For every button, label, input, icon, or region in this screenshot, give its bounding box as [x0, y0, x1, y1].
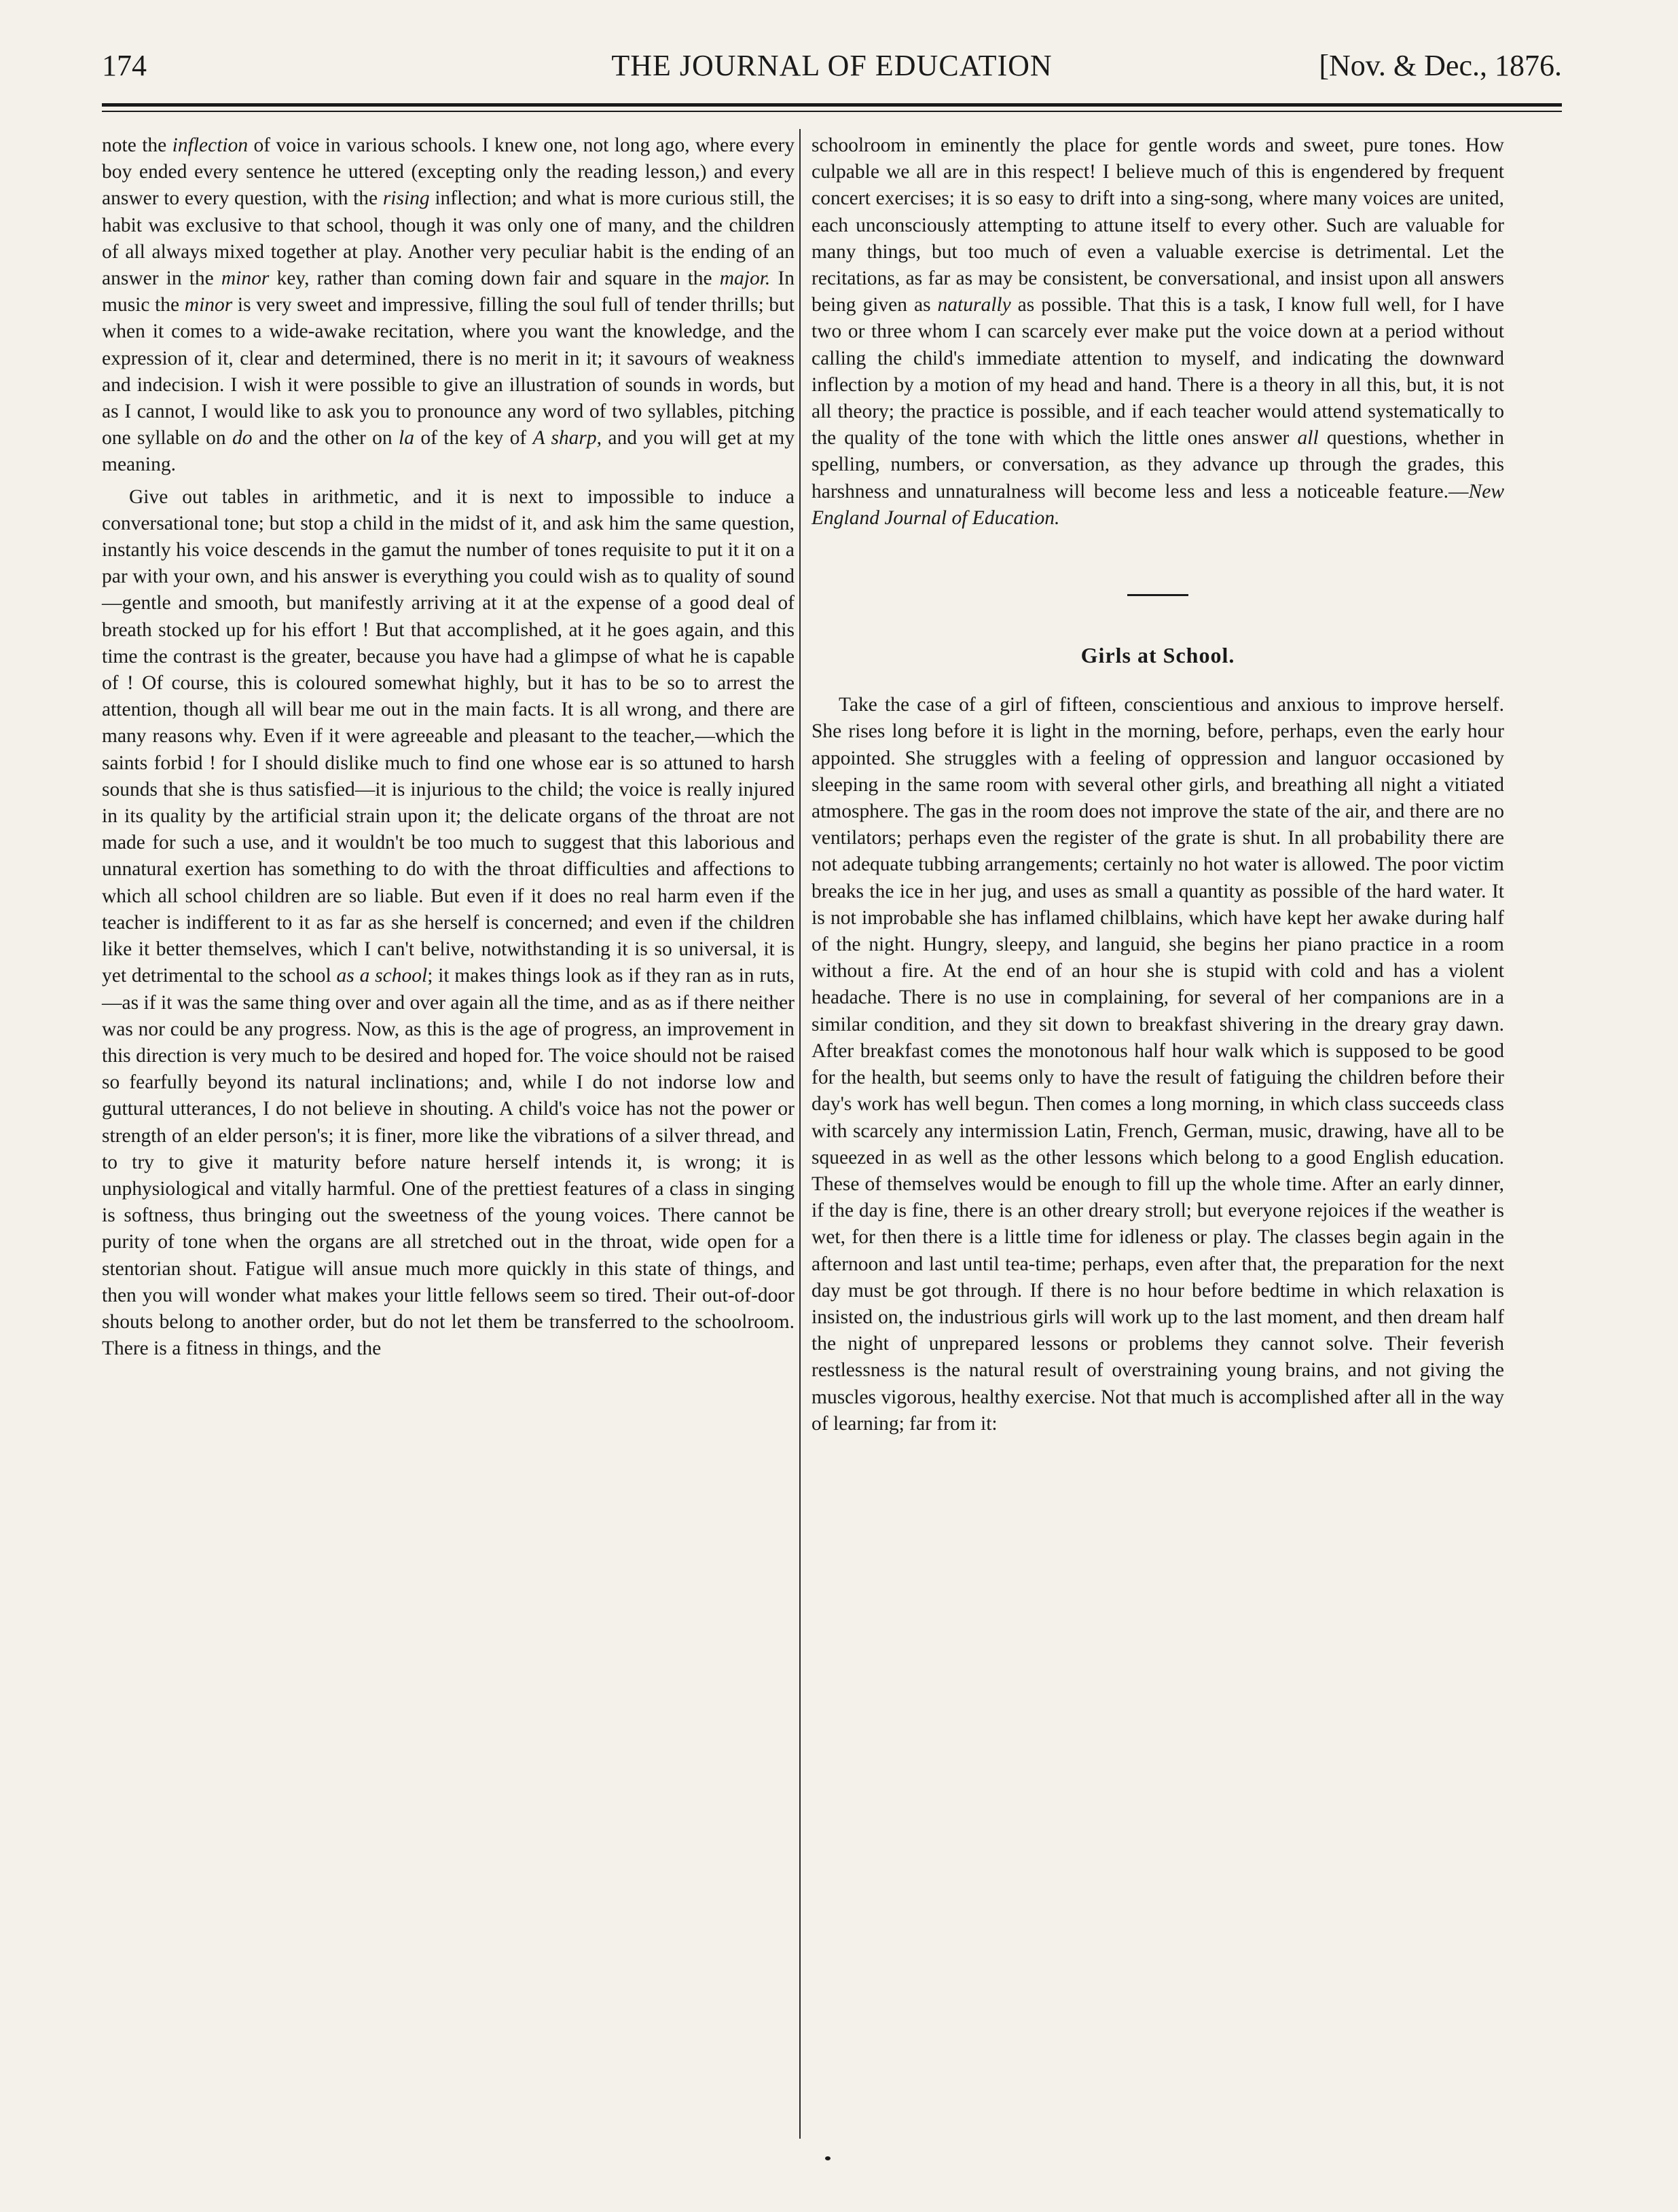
header-rule-thick: [102, 103, 1562, 107]
running-head: [102, 42, 1562, 90]
paragraph-girls-at-school: Take the case of a girl of fifteen, conscientious and anxious to improve herself. She rises long before it is light in the morning, before, perhaps, even the early hour appointed. She struggles with a feeling of oppression and languor occasioned by sleeping in the same room with several other girls, and breathing all night a vitiated atmosphere. The gas in the room does not improve the state of the air, and there are no ventilators; perhaps even the register of the grate is shut. In all probability there are not adequate tubbing arrangements; certainly no hot water is allowed. The poor victim breaks the ice in her jug, and uses as small a quantity as possible of the hard water. It is not improbable she has inflamed chilblains, which have kept her awake during half of the night. Hungry, sleepy, and languid, she begins her piano practice in a room without a fire. At the end of an hour she is stupid with cold and has a violent headache. There is no use in complaining, for several of her companions are in a similar condition, and they sit down to breakfast shivering in the dreary gray dawn. After breakfast comes the monotonous half hour walk which is supposed to be good for the health, but seems only to have the result of fatiguing the children before their day's work has well begun. Then comes a long morning, in which class succeeds class with scarcely any intermission Latin, French, German, music, drawing, have all to be squeezed in as well as the other lessons which belong to a good English education. These of themselves would be enough to fill up the whole time. After an early dinner, if the day is fine, there is an other dreary stroll; but everyone rejoices if the weather is wet, for then there is a little time for idleness or play. The classes begin again in the afternoon and last until tea-time; perhaps, even after that, the preparation for the next day must be got through. If there is no hour before bedtime in which relaxation is insisted on, the industrious girls will work up to the last moment, and then dream half the night of unprepared lessons or problems they cannot solve. Their feverish restlessness is the natural result of overstraining young brains, and not giving the muscles vigorous, healthy exercise. Not that much is accomplished after all in the way of learning; far from it:: [811, 694, 1504, 1435]
column-divider: [799, 129, 801, 2139]
issue-date: [Nov. & Dec., 1876.: [1319, 49, 1562, 82]
page-number: 174: [102, 49, 147, 82]
section-break-rule: [1127, 594, 1188, 596]
left-column: [102, 132, 795, 2169]
paragraph-tables-arithmetic: Give out tables in arithmetic, and it is next to impossible to induce a conversational tone; but stop a child in the midst of it, and ask him the same question, instantly his voice descends in the gamut the number of tones requisite to put it it on a par with your own, and his answer is everything you could wish as to quality of sound—gentle and smooth, but manifestly arriving at it at the expense of a good deal of breath stocked up for his effort ! But that accomplished, at it he goes again, and this time the contrast is the greater, because you have had a glimpse of what he is capable of ! Of course, this is coloured somewhat highly, but it has to be so to arrest the attention, though all will bear me out in the main facts. It is all wrong, and there are many reasons why. Even if it were agreeable and pleasant to the teacher,—which the saints forbid ! for I should dislike much to find one whose ear is so attuned to harsh sounds that she is thus satisfied—it is injurious to the child; the voice is really injured in its quality by the artificial strain upon it; the delicate organs of the throat are not made for such a use, and it wouldn't be too much to suggest that this laborious and unnatural exertion has something to do with the throat difficulties and affections to which all school children are so liable. But even if it does no real harm even if the teacher is indifferent to it as far as she herself is concerned; and even if the children like it better themselves, which I can't belive, notwithstanding it is so universal, it is yet detrimental to the school as a school; it makes things look as if they ran as in ruts, —as if it was the same thing over and over again all the time, and as as if there neither was nor could be any progress. Now, as this is the age of progress, an improvement in this direction is very much to be desired and hoped for. The voice should not be raised so fearfully beyond its natural inclinations; and, while I do not indorse low and guttural utterances, I do not believe in shouting. A child's voice has not the power or strength of an elder person's; it is finer, more like the vibrations of a silver thread, and to try to give it maturity before nature herself intends it, is wrong; it is unphysiological and vitally harmful. One of the prettiest features of a class in singing is softness, thus bringing out the sweetness of the young voices. There cannot be purity of tone when the organs are all stretched out in the throat, wide open for a stentorian shout. Fatigue will ansue much more quickly in this state of things, and then you will wonder what makes your little fellows seem so tired. Their out-of-door shouts belong to another order, but do not let them be transferred to the schoolroom. There is a fitness in things, and the: [102, 485, 795, 1360]
header-rule-thin: [102, 111, 1562, 112]
paragraph-inflection: note the inflection of voice in various schools. I knew one, not long ago, where every boy ended every sentence he uttered (excepting only the reading lesson,) and every answer to every question, with the rising inflection; and what is more curious still, the habit was exclusive to that school, though it was only one of many, and the children of all always mixed together at play. Another very peculiar habit is the ending of an answer in the minor key, rather than coming down fair and square in the major. In music the minor is very sweet and impressive, filling the soul full of tender thrills; but when it comes to a wide-awake recitation, where you want the knowledge, and the expression of it, clear and determined, there is no merit in it; it savours of weakness and indecision. I wish it were possible to give an illustration of sounds in words, but as I cannot, I would like to ask you to pronounce any word of two syllables, pitching one syllable on do and the other on la of the key of A sharp, and you will get at my meaning.: [102, 134, 795, 476]
right-column: [811, 132, 1504, 2169]
paragraph-schoolroom: schoolroom in eminently the place for gentle words and sweet, pure tones. How culpable we all are in this respect! I believe much of this is engendered by frequent concert exercises; it is so easy to drift into a sing-song, where many voices are united, each unconsciously attempting to attune itself to every other. Such are valuable for many things, but too much of even a valuable exercise is detrimental. Let the recitations, as far as may be consistent, be conversational, and insist upon all answers being given as naturally as possible. That this is a task, I know full well, for I have two or three whom I can scarcely ever make put the voice down at a period without calling the child's immediate attention to myself, and indicating the downward inflection by a motion of my head and hand. There is a theory in all this, but, it is not all theory; the practice is possible, and if each teacher would attend systematically to the quality of the tone with which the little ones answer all questions, whether in spelling, numbers, or conversation, as they advance up through the grades, this harshness and unnaturalness will become less and less a noticeable feature.—New England Journal of Education.: [811, 134, 1504, 529]
journal-title: THE JOURNAL OF EDUCATION: [611, 49, 1053, 82]
ink-speck: [825, 2156, 831, 2160]
section-heading: Girls at School.: [1080, 643, 1235, 668]
